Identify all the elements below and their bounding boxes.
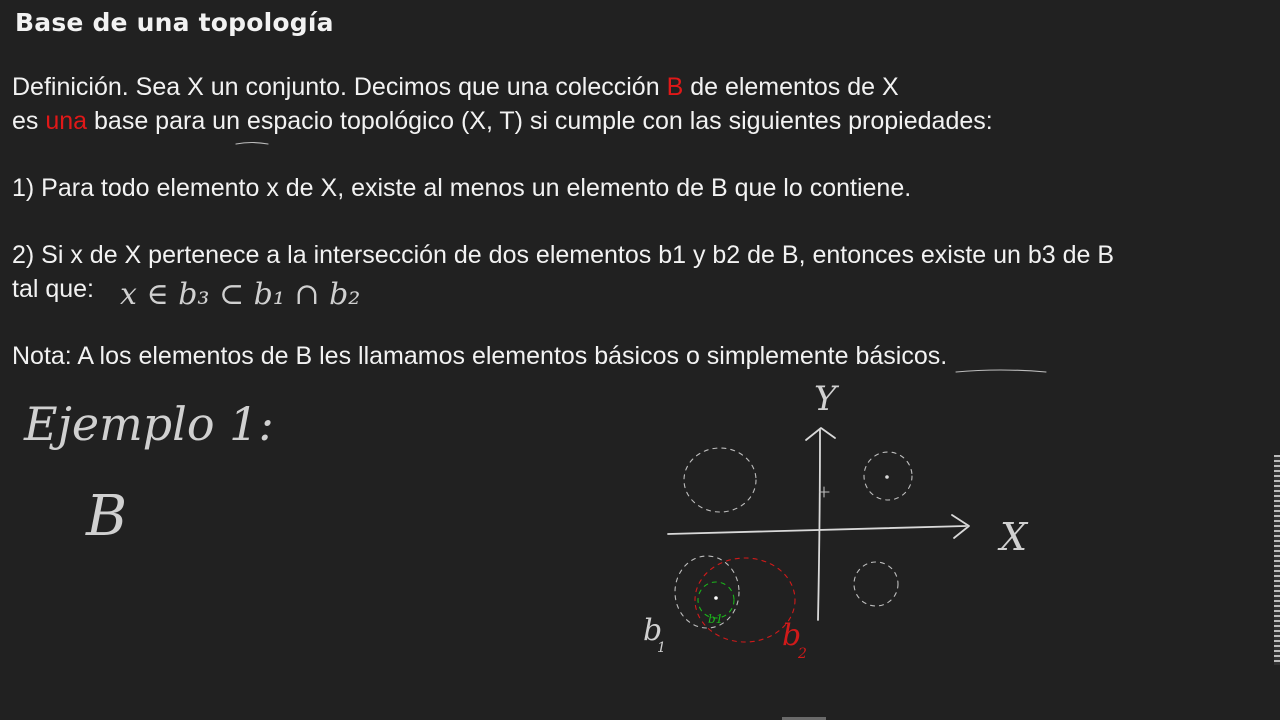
- property-2-line-1: 2) Si x de X pertenece a la intersección de dos elementos b1 y b2 de B, entonces existe un b3 de B: [12, 241, 1115, 269]
- set-quadrant-2: [684, 448, 756, 512]
- highlight-b: B: [666, 73, 684, 101]
- label-b1-subscript: 1: [657, 640, 666, 656]
- underline-un: [236, 143, 268, 145]
- slide-title: Base de una topología: [15, 8, 334, 37]
- handwritten-formula: x ∈ b₃ ⊂ b₁ ∩ b₂: [120, 277, 361, 312]
- property-1: 1) Para todo elemento x de X, existe al menos un elemento de B que lo contiene.: [12, 174, 912, 202]
- label-b1-small: b1: [708, 612, 724, 626]
- definition-text: base para un espacio topológico (X, T) si cumple con las siguientes propiedades:: [87, 107, 993, 135]
- definition-text: de elementos de X: [683, 73, 899, 101]
- definition-text: es: [12, 107, 46, 135]
- definition-text: Definición. Sea X un conjunto. Decimos que una colección: [12, 73, 667, 101]
- label-b2-subscript: 2: [798, 646, 807, 662]
- underline-basicos: [956, 370, 1046, 372]
- point-x: [714, 596, 718, 600]
- label-b2: b: [782, 618, 802, 653]
- handwritten-example: Ejemplo 1:: [24, 397, 274, 451]
- cursor-icon: [820, 487, 829, 497]
- note: Nota: A los elementos de B les llamamos elementos básicos o simplemente básicos.: [12, 342, 948, 370]
- axis-label-x: X: [1000, 515, 1028, 559]
- handwritten-set-b: B: [86, 484, 128, 549]
- highlight-una: una: [45, 107, 88, 135]
- set-b2: [695, 558, 795, 642]
- x-axis: [668, 526, 966, 534]
- axis-label-y: Y: [814, 379, 837, 419]
- property-2-line-2: tal que:: [12, 275, 95, 303]
- point-quadrant-1: [885, 475, 889, 479]
- set-quadrant-4: [854, 562, 898, 606]
- set-b1: [675, 556, 739, 628]
- y-axis: [818, 430, 820, 620]
- scrollbar[interactable]: [1274, 455, 1280, 665]
- label-b1: b: [643, 613, 663, 648]
